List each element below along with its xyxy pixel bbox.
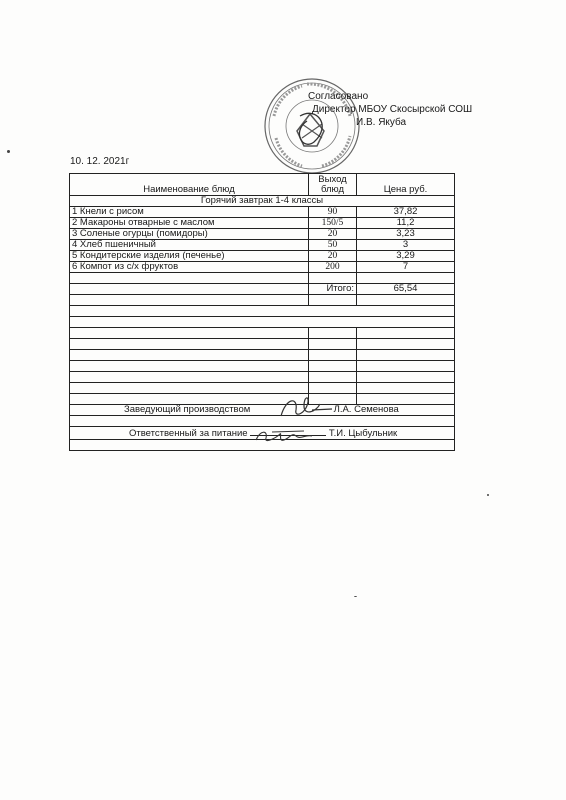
approval-title: Согласовано	[308, 91, 369, 102]
production-manager-label: Заведующий производством	[124, 404, 251, 415]
dish-price: 11,2	[357, 218, 455, 229]
signature-row-production	[70, 405, 455, 416]
section-title: Горячий завтрак 1-4 классы	[70, 196, 455, 207]
empty-row	[70, 361, 455, 372]
paper-speck	[487, 494, 489, 496]
empty-row	[70, 394, 455, 405]
table-row	[70, 240, 455, 251]
dish-name: 2 Макароны отварные с маслом	[70, 218, 309, 229]
dish-price: 3,23	[357, 229, 455, 240]
empty-row	[70, 306, 455, 317]
empty-row	[70, 416, 455, 427]
header-price: Цена руб.	[357, 174, 455, 196]
dish-name: 1 Кнели с рисом	[70, 207, 309, 218]
approval-block	[308, 90, 472, 129]
header-yield-line2: блюд	[320, 183, 345, 195]
dish-name: 5 Кондитерские изделия (печенье)	[70, 251, 309, 262]
menu-table	[69, 173, 455, 451]
table-row	[70, 207, 455, 218]
dish-price: 37,82	[357, 207, 455, 218]
total-value: 65,54	[357, 284, 455, 295]
empty-row	[70, 372, 455, 383]
dish-yield: 20	[309, 229, 357, 240]
section-row	[70, 196, 455, 207]
dish-price: 3,29	[357, 251, 455, 262]
dish-name: 3 Соленые огурцы (помидоры)	[70, 229, 309, 240]
table-row	[70, 218, 455, 229]
empty-row	[70, 350, 455, 361]
dish-yield: 150/5	[309, 218, 357, 229]
empty-row	[70, 295, 455, 306]
header-yield	[309, 174, 357, 196]
paper-speck	[7, 150, 10, 153]
nutrition-responsible-label: Ответственный за питание	[129, 428, 248, 439]
header-yield-line1: Выход	[318, 173, 347, 185]
production-manager-name: Л.А. Семенова	[333, 404, 399, 415]
document-date: 10. 12. 2021г	[70, 156, 130, 167]
total-row	[70, 284, 455, 295]
dish-price: 7	[357, 262, 455, 273]
approval-director-name: И.В. Якуба	[356, 117, 407, 128]
empty-row	[70, 273, 455, 284]
dish-name: 4 Хлеб пшеничный	[70, 240, 309, 251]
dish-yield: 200	[309, 262, 357, 273]
dish-yield: 50	[309, 240, 357, 251]
handwritten-signature-production	[276, 392, 336, 422]
nutrition-responsible-name: Т.И. Цыбульник	[328, 428, 398, 439]
empty-row	[70, 328, 455, 339]
dish-yield: 20	[309, 251, 357, 262]
paper-speck	[354, 596, 357, 597]
empty-row	[70, 339, 455, 350]
empty-row	[70, 383, 455, 394]
table-row	[70, 262, 455, 273]
table-row	[70, 229, 455, 240]
handwritten-signature-nutrition	[252, 426, 322, 446]
empty-row	[70, 317, 455, 328]
table-row	[70, 251, 455, 262]
approval-director: Директор МБОУ Скосырской СОШ	[312, 104, 473, 115]
dish-name: 6 Компот из с/х фруктов	[70, 262, 309, 273]
dish-price: 3	[357, 240, 455, 251]
header-dish-name: Наименование блюд	[70, 174, 309, 196]
dish-yield: 90	[309, 207, 357, 218]
table-header-row	[70, 174, 455, 196]
total-label: Итого:	[309, 284, 357, 295]
